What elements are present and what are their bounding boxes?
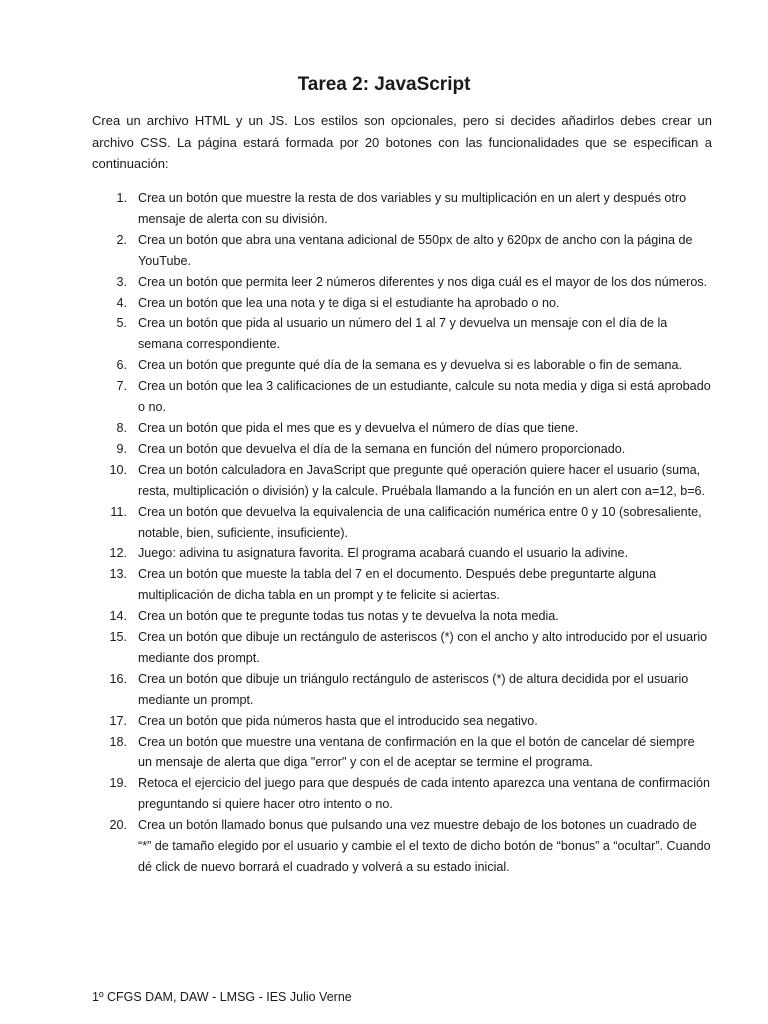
task-number: 12.: [109, 546, 127, 561]
task-text: Crea un botón que mueste la tabla del 7 en el documento. Después debe preguntarte alguna multiplicación de dicha tabla en un prompt y te felicite si aciertas.: [138, 567, 657, 603]
task-item: [92, 376, 712, 418]
task-item: [92, 272, 712, 293]
task-item: [92, 543, 712, 564]
task-number: 8.: [116, 420, 127, 435]
task-item: [92, 418, 712, 439]
task-item: [92, 313, 712, 355]
task-list: [92, 188, 712, 878]
task-number: 14.: [109, 609, 127, 624]
task-number: 19.: [109, 776, 127, 791]
task-item: [92, 293, 712, 314]
task-text: Juego: adivina tu asignatura favorita. El programa acabará cuando el usuario la adivine.: [138, 546, 629, 561]
task-text: Crea un botón que dibuje un triángulo rectángulo de asteriscos (*) de altura decidida por el usuario mediante un prompt.: [138, 671, 689, 707]
task-number: 9.: [116, 441, 127, 456]
task-item: [92, 669, 712, 711]
task-number: 11.: [110, 504, 127, 519]
task-number: 18.: [109, 734, 127, 749]
task-number: 13.: [109, 567, 127, 582]
task-text: Crea un botón que abra una ventana adicional de 550px de alto y 620px de ancho con la página de YouTube.: [138, 232, 693, 268]
task-number: 7.: [116, 379, 127, 394]
task-text: Crea un botón que pida el mes que es y devuelva el número de días que tiene.: [138, 420, 579, 435]
intro-paragraph: Crea un archivo HTML y un JS. Los estilos son opcionales, pero si decides añadirlos debes crear un archivo CSS. La página estará formada por 20 botones con las funcionalidades que se especifican a continuación:: [92, 113, 712, 171]
task-item: [92, 606, 712, 627]
task-item: [92, 439, 712, 460]
task-text: Crea un botón que lea 3 calificaciones de un estudiante, calcule su nota media y diga si está aprobado o no.: [138, 379, 711, 415]
task-number: 17.: [109, 713, 127, 728]
page-title: Tarea 2: JavaScript: [297, 74, 471, 95]
task-text: Crea un botón llamado bonus que pulsando una vez muestre debajo de los botones un cuadrado de “*” de tamaño elegido por el usuario y cambie el el texto de dicho botón de “bonus” a “ocultar”. Cuando dé click de nuevo borrará el cuadrado y volverá a su estado inicial.: [138, 818, 711, 874]
task-item: [92, 188, 712, 230]
task-item: [92, 732, 712, 774]
task-number: 5.: [116, 316, 127, 331]
task-item: [92, 564, 712, 606]
task-text: Crea un botón calculadora en JavaScript que pregunte qué operación quiere hacer el usuario (suma, resta, multiplicación o división) y la calcule. Pruébala llamando a la función en un alert con a=12, b=6.: [138, 462, 706, 498]
task-text: Crea un botón que dibuje un rectángulo de asteriscos (*) con el ancho y alto introducido por el usuario mediante dos prompt.: [138, 630, 708, 665]
page-footer: 1º CFGS DAM, DAW - LMSG - IES Julio Verne: [92, 990, 352, 1004]
task-number: 15.: [109, 630, 127, 645]
task-text: Crea un botón que devuelva la equivalencia de una calificación numérica entre 0 y 10 (sobresaliente, notable, bien, suficiente, insuficiente).: [138, 504, 702, 540]
task-number: 20.: [109, 818, 127, 833]
task-text: Crea un botón que pregunte qué día de la semana es y devuelva si es laborable o fin de semana.: [138, 358, 682, 373]
task-item: [92, 711, 712, 732]
task-text: Crea un botón que pida al usuario un número del 1 al 7 y devuelva un mensaje con el día de la semana correspondiente.: [138, 316, 668, 352]
task-number: 3.: [116, 274, 127, 289]
task-item: [92, 627, 712, 669]
task-number: 6.: [116, 358, 127, 373]
task-number: 10.: [109, 462, 127, 477]
task-text: Crea un botón que lea una nota y te diga si el estudiante ha aprobado o no.: [138, 295, 560, 310]
task-text: Crea un botón que pida números hasta que el introducido sea negativo.: [138, 713, 538, 728]
task-number: 1.: [116, 191, 127, 205]
task-text: Crea un botón que permita leer 2 números diferentes y nos diga cuál es el mayor de los dos números.: [138, 274, 708, 289]
task-number: 16.: [109, 671, 127, 686]
task-text: Crea un botón que te pregunte todas tus notas y te devuelva la nota media.: [138, 609, 559, 624]
task-number: 2.: [116, 232, 127, 247]
task-number: 4.: [116, 295, 127, 310]
task-text: Crea un botón que muestre la resta de dos variables y su multiplicación en un alert y después otro mensaje de alerta con su división.: [138, 191, 687, 226]
task-text: Crea un botón que devuelva el día de la semana en función del número proporcionado.: [138, 441, 626, 456]
task-text: Crea un botón que muestre una ventana de confirmación en la que el botón de cancelar dé siempre un mensaje de alerta que diga "error" y con el de aceptar se termine el programa.: [138, 734, 695, 770]
task-item: [92, 502, 712, 544]
task-item: [92, 815, 712, 878]
task-text: Retoca el ejercicio del juego para que después de cada intento aparezca una ventana de confirmación preguntando si quiere hacer otro intento o no.: [138, 776, 711, 812]
task-item: [92, 230, 712, 272]
task-item: [92, 355, 712, 376]
task-item: [92, 773, 712, 815]
task-item: [92, 460, 712, 502]
